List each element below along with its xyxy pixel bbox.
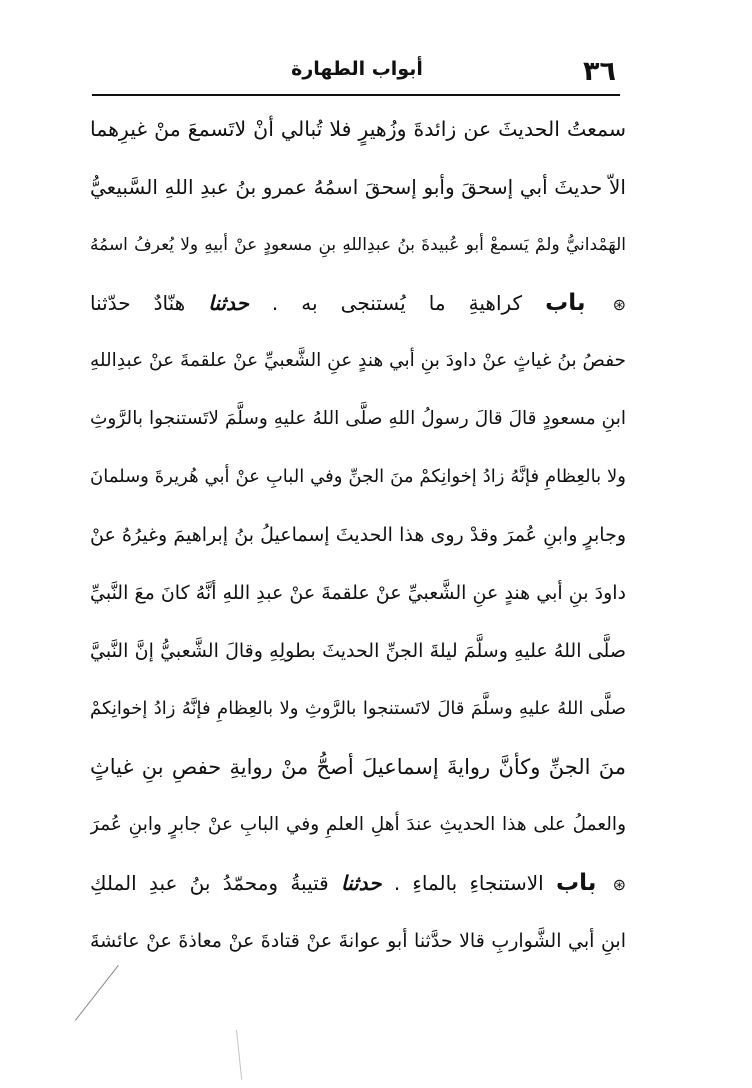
chapter-tail: هنّادٌ حدّثنا xyxy=(90,291,186,315)
haddathana-abbrev: حدثنا xyxy=(208,291,249,315)
page-header xyxy=(92,52,622,92)
body-text xyxy=(90,100,626,970)
chapter-marker: باب xyxy=(545,290,586,316)
ornament-icon: ⊛ xyxy=(612,875,626,894)
text-line: صلَّى اللهُ عليهِ وسلَّمَ قالَ لاتَستنجوا بالرَّوثِ ولا بالعِظامِ فإنَّهُ زادُ إخوانِكمْ xyxy=(90,698,626,719)
text-line: داودَ بنِ أبي هندٍ عنِ الشَّعبيِّ عنْ علقمةَ عنْ عبدِ اللهِ أنَّهُ كانَ معَ النَّبيِّ xyxy=(90,582,626,604)
chapter-tail: قتيبةُ ومحمّدُ بنُ عبدِ الملكِ xyxy=(90,871,329,895)
scan-artifact-line xyxy=(236,1030,242,1080)
text-line: حفصُ بنُ غياثٍ عنْ داودَ بنِ أبي هندٍ عنِ الشَّعبيِّ عنْ علقمةَ عنْ عبدِاللهِ xyxy=(90,350,626,371)
running-title: أبواب الطهارة xyxy=(291,58,423,80)
chapter-marker: باب xyxy=(555,870,597,896)
text-line: الاّ حديثَ أبي إسحقَ وأبو إسحقَ اسمُهُ عمرو بنُ عبدِ اللهِ السَّبيعيُّ xyxy=(90,175,626,199)
text-line: ابنِ مسعودٍ قالَ قالَ رسولُ اللهِ صلَّى اللهُ عليهِ وسلَّمَ لاتَستنجوا بالرَّوثِ xyxy=(90,408,626,429)
chapter-title: الاستنجاءِ بالماءِ . xyxy=(393,871,544,895)
haddathana-abbrev: حدثنا xyxy=(340,871,382,895)
text-line: صلَّى اللهُ عليهِ وسلَّمَ ليلةَ الجنِّ الحديثَ بطولِهِ وقالَ الشَّعبيُّ إنَّ النَّبيَّ xyxy=(90,640,626,662)
header-rule xyxy=(92,94,620,96)
ornament-icon: ⊛ xyxy=(612,295,626,314)
text-line: ولا بالعِظامِ فإنَّهُ زادُ إخوانِكمْ منَ الجنِّ وفي البابِ عنْ أبي هُريرةَ وسلمانَ xyxy=(90,466,626,487)
text-line: والعملُ على هذا الحديثِ عندَ أهلِ العلمِ وفي البابِ عنْ جابرٍ وابنِ عُمرَ xyxy=(90,814,626,835)
scan-artifact-line xyxy=(75,965,119,1021)
chapter-title: كراهيةِ ما يُستنجى به . xyxy=(271,291,523,315)
page-number: ٣٦ xyxy=(583,56,616,87)
chapter-heading-line xyxy=(90,274,626,332)
text-line: وجابرٍ وابنِ عُمرَ وقدْ روى هذا الحديثَ إسماعيلُ بنُ إبراهيمَ وغيرُهُ عنْ xyxy=(90,524,626,546)
text-line: منَ الجنِّ وكأنَّ روايةَ إسماعيلَ أصحُّ منْ روايةِ حفصِ بنِ غياثٍ xyxy=(90,755,626,779)
text-line: ابنِ أبي الشَّواربِ قالا حدَّثنا أبو عوانةَ عنْ قتادةَ عنْ معاذةَ عنْ عائشةَ xyxy=(90,930,626,952)
chapter-heading-line xyxy=(90,854,626,912)
text-line: الهَمْدانيُّ ولمْ يَسمعْ أبو عُبيدةَ بنُ عبدِاللهِ بنِ مسعودٍ عنْ أبيهِ ولا يُعرفُ اسمُهُ xyxy=(90,235,626,255)
text-line: سمعتُ الحديثَ عن زائدةَ وزُهيرٍ فلا تُبالي أنْ لاتَسمعَ منْ غيرِهما xyxy=(90,117,626,141)
